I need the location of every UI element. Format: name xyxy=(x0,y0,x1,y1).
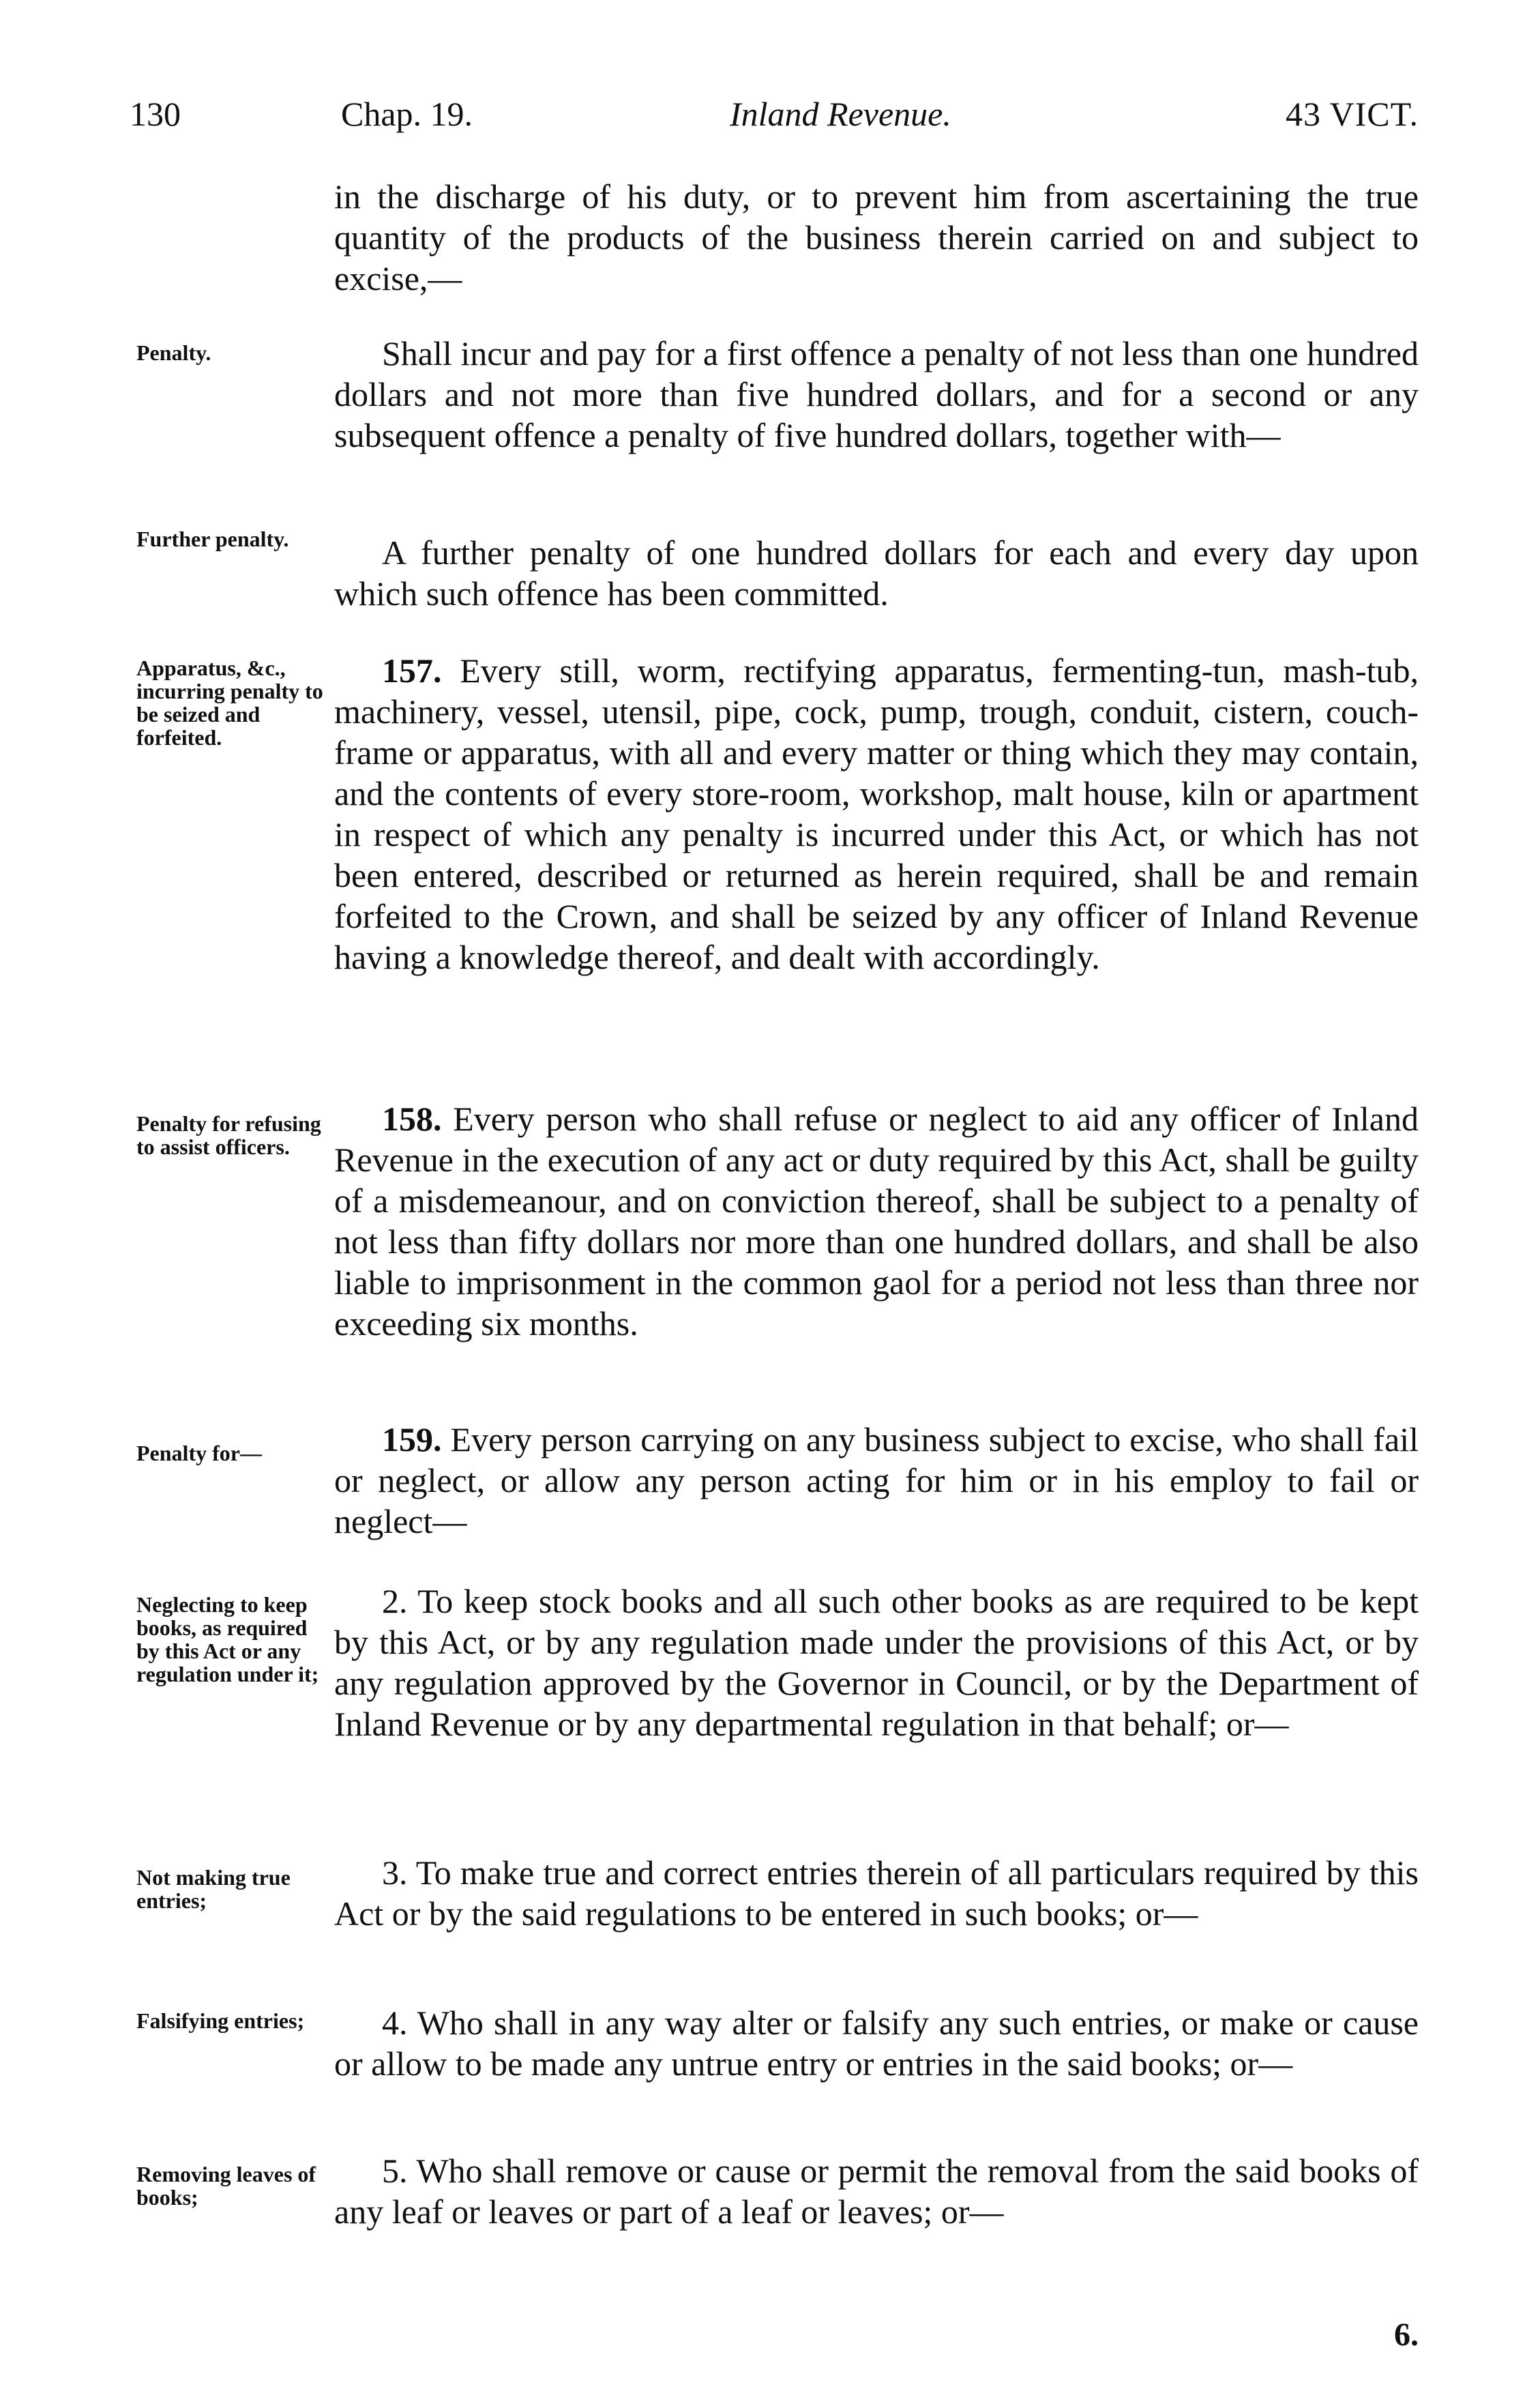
running-head xyxy=(130,94,1419,142)
item-5 xyxy=(334,2150,1419,2232)
margin-note-refusing: Penalty for refusing to assist officers. xyxy=(136,1111,321,1159)
item-2 xyxy=(334,1581,1419,1744)
item-text: 3. To make true and correct entries therein of all particulars required by this Act or by the said regulations to be entered in such books; or— xyxy=(334,1853,1419,1933)
item-text: 4. Who shall in any way alter or falsify any such entries, or make or cause or allow to be made any untrue entry or entries in the said books; or— xyxy=(334,2004,1419,2083)
item-text: 2. To keep stock books and all such other books as are required to be kept by this Act, or by any regulation made under the provisions of this Act, or by any regulation approved by the Governor in Council, or by the Department of Inland Revenue or by any departmental regulation in that behalf; or— xyxy=(334,1582,1419,1743)
section-text: Every still, worm, rectifying apparatus, fermenting-tun, mash-tub, machinery, vessel, utensil, pipe, cock, pump, trough, conduit, cistern, couch-frame or apparatus, with all and every matter or thing which they may contain, and the contents of every store-room, workshop, malt house, kiln or apartment in respect of which any penalty is incurred under this Act, or which has not been entered, described or returned as herein required, shall be and remain forfeited to the Crown, and shall be seized by any officer of Inland Revenue having a knowledge thereof, and dealt with accordingly. xyxy=(334,651,1419,976)
margin-note-neglecting: Neglecting to keep books, as required by this Act or any regulation under it; xyxy=(136,1592,319,1686)
section-text: Every person carrying on any business subject to excise, who shall fail or neglect, or allow any person acting for him or in his employ to fail or neglect— xyxy=(334,1420,1419,1540)
page-number: 130 xyxy=(130,95,181,133)
section-number: 158. xyxy=(382,1100,442,1138)
section-text: Every person who shall refuse or neglect to aid any officer of Inland Revenue in the execution of any act or duty required by this Act, shall be guilty of a misdemeanour, and on conviction thereof, shall be subject to a penalty of not less than fifty dollars nor more than one hundred dollars, and shall be also liable to imprisonment in the common gaol for a period not less than three nor exceeding six months. xyxy=(334,1100,1419,1343)
margin-note-falsifying: Falsifying entries; xyxy=(136,2008,305,2033)
paragraph-text: A further penalty of one hundred dollars for each and every day upon which such offence has been committed. xyxy=(334,533,1419,613)
item-text: 5. Who shall remove or cause or permit the removal from the said books of any leaf or leaves or part of a leaf or leaves; or— xyxy=(334,2152,1419,2231)
section-159 xyxy=(334,1419,1419,1542)
further-penalty-paragraph xyxy=(334,532,1419,614)
margin-note-removing: Removing leaves of books; xyxy=(136,2162,316,2210)
paragraph-text: Shall incur and pay for a first offence a penalty of not less than one hundred dollars and not more than five hundred dollars, and for a second or any subsequent offence a penalty of five hundred dollars, together with— xyxy=(334,334,1419,454)
section-157 xyxy=(334,650,1419,978)
continuation-paragraph xyxy=(334,176,1419,299)
regnal-year: 43 VICT. xyxy=(1285,95,1419,133)
catchword: 6. xyxy=(1394,2317,1419,2353)
margin-note-apparatus: Apparatus, &c., incurring penalty to be seized and forfeited. xyxy=(136,656,323,750)
item-4 xyxy=(334,2002,1419,2084)
margin-note-not-making: Not making true entries; xyxy=(136,1865,291,1913)
penalty-paragraph xyxy=(334,333,1419,456)
margin-note-penalty-for: Penalty for— xyxy=(136,1441,262,1465)
chapter-label: Chap. 19. xyxy=(341,95,473,133)
section-number: 159. xyxy=(382,1420,442,1459)
margin-note-penalty: Penalty. xyxy=(136,340,211,365)
paragraph-text: in the discharge of his duty, or to prevent him from ascertaining the true quantity of the products of the business therein carried on and subject to excise,— xyxy=(334,177,1419,297)
running-title: Inland Revenue. xyxy=(730,95,951,133)
section-158 xyxy=(334,1098,1419,1344)
margin-note-further-penalty: Further penalty. xyxy=(136,527,289,551)
item-3 xyxy=(334,1852,1419,1934)
section-number: 157. xyxy=(382,651,442,690)
